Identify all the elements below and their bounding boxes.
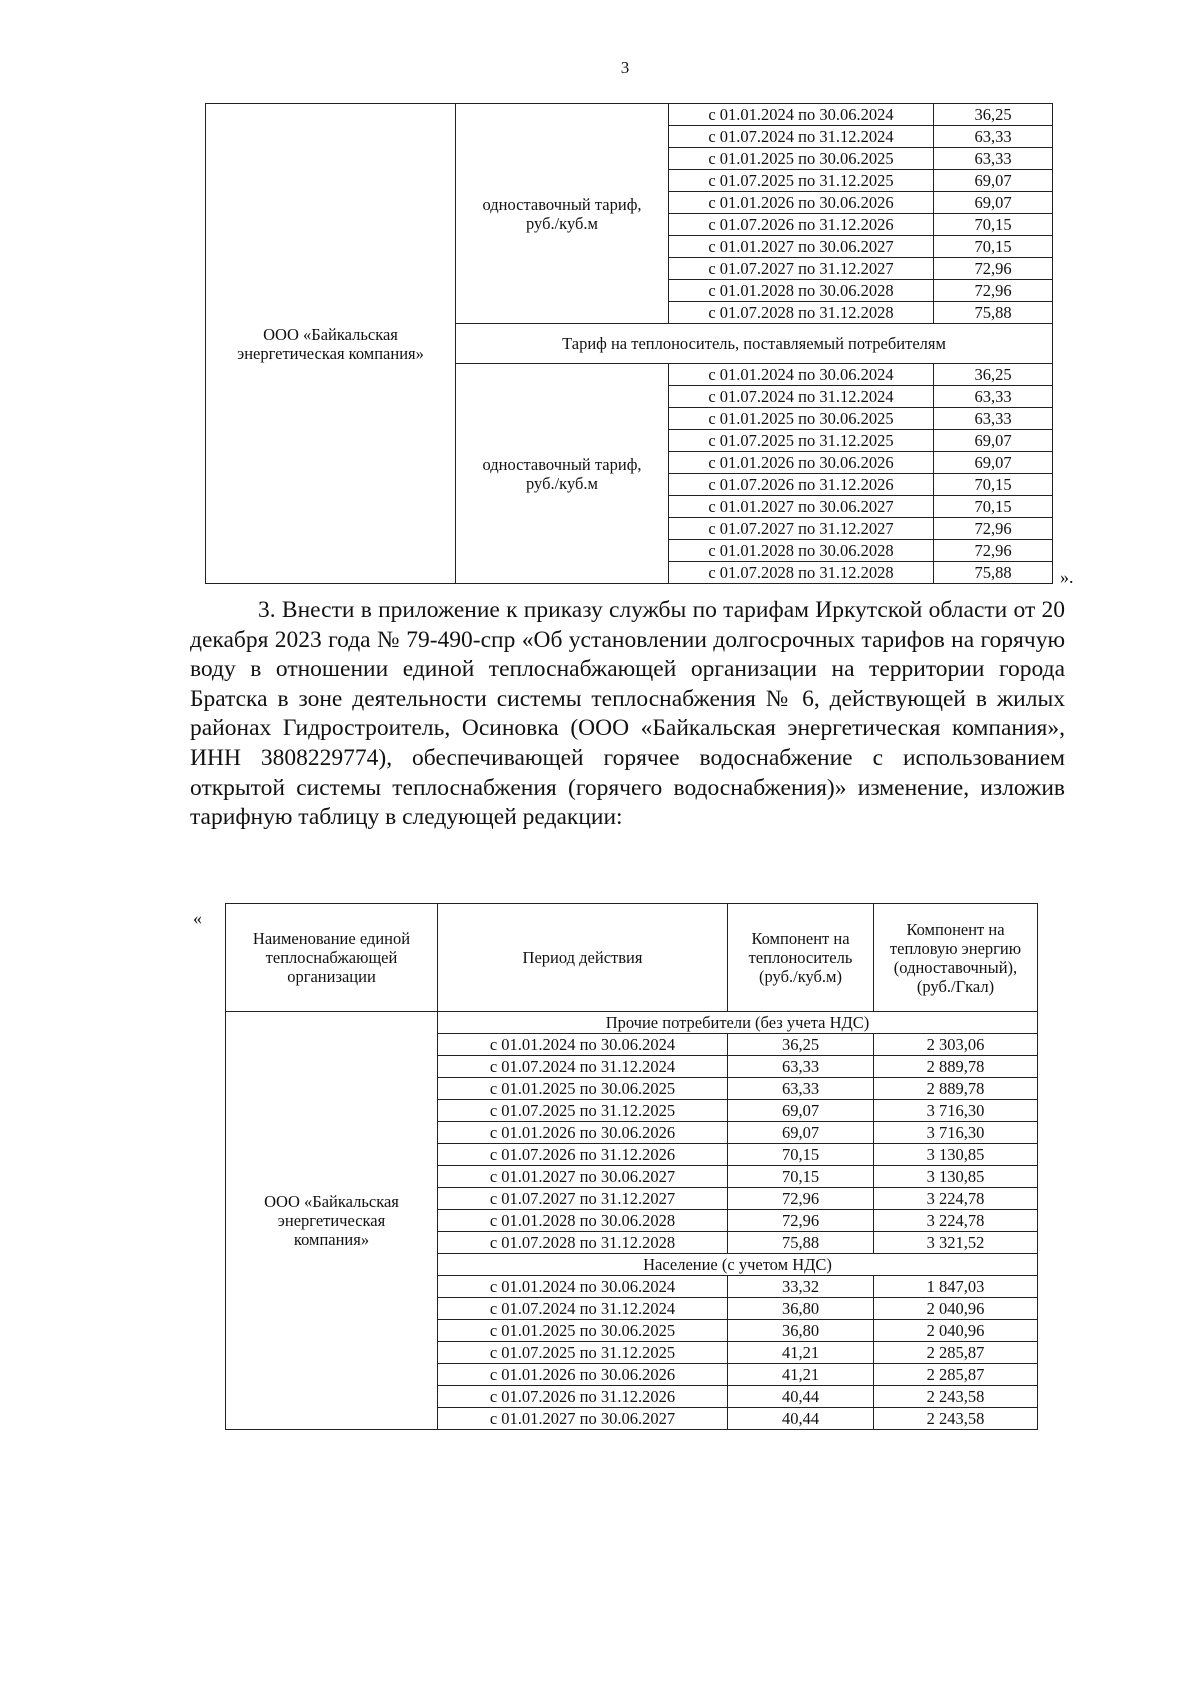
carrier-cell: 69,07 bbox=[728, 1100, 874, 1122]
carrier-cell: 72,96 bbox=[728, 1188, 874, 1210]
period-cell: с 01.07.2025 по 31.12.2025 bbox=[669, 430, 934, 452]
period-cell: с 01.01.2024 по 30.06.2024 bbox=[438, 1276, 728, 1298]
period-cell: с 01.07.2026 по 31.12.2026 bbox=[438, 1144, 728, 1166]
energy-cell: 3 224,78 bbox=[874, 1210, 1038, 1232]
tariff-type-cell: одноставочный тариф, руб./куб.м bbox=[456, 364, 669, 584]
hot-water-tariff-table bbox=[225, 903, 1038, 1430]
period-cell: с 01.07.2028 по 31.12.2028 bbox=[438, 1232, 728, 1254]
period-cell: с 01.07.2025 по 31.12.2025 bbox=[438, 1342, 728, 1364]
paragraph-text: 3. Внести в приложение к приказу службы по тарифам Иркутской области от 20 декабря 2023 года № 79-490-спр «Об установлении долгосрочных тарифов на горячую воду в отношении единой теплоснабжающей организации на территории города Братска в зоне деятельности системы теплоснабжения № 6, действующей в жилых районах Гидростроитель, Осиновка (ООО «Байкальская энергетическая компания», ИНН 3808229774), обеспечивающей горячее водоснабжение с использованием открытой системы теплоснабжения (горячего водоснабжения)» изменение, изложив тарифную таблицу в следующей редакции: bbox=[190, 597, 1065, 831]
energy-cell: 1 847,03 bbox=[874, 1276, 1038, 1298]
period-cell: с 01.01.2025 по 30.06.2025 bbox=[438, 1078, 728, 1100]
value-cell: 72,96 bbox=[934, 540, 1053, 562]
period-cell: с 01.01.2025 по 30.06.2025 bbox=[669, 408, 934, 430]
period-cell: с 01.07.2027 по 31.12.2027 bbox=[669, 518, 934, 540]
carrier-cell: 72,96 bbox=[728, 1210, 874, 1232]
energy-cell: 2 303,06 bbox=[874, 1034, 1038, 1056]
table-row bbox=[206, 104, 1053, 126]
period-cell: с 01.07.2026 по 31.12.2026 bbox=[669, 474, 934, 496]
carrier-cell: 63,33 bbox=[728, 1056, 874, 1078]
value-cell: 70,15 bbox=[934, 474, 1053, 496]
period-cell: с 01.01.2024 по 30.06.2024 bbox=[669, 104, 934, 126]
energy-cell: 2 040,96 bbox=[874, 1320, 1038, 1342]
heat-carrier-tariff-table bbox=[205, 103, 1053, 584]
carrier-cell: 33,32 bbox=[728, 1276, 874, 1298]
energy-cell: 2 285,87 bbox=[874, 1342, 1038, 1364]
value-cell: 69,07 bbox=[934, 170, 1053, 192]
carrier-cell: 36,80 bbox=[728, 1320, 874, 1342]
period-cell: с 01.07.2025 по 31.12.2025 bbox=[669, 170, 934, 192]
header-row bbox=[226, 904, 1038, 1012]
amendment-paragraph bbox=[190, 596, 1065, 833]
header-org: Наименование единой теплоснабжающей организации bbox=[226, 904, 438, 1012]
period-cell: с 01.01.2028 по 30.06.2028 bbox=[669, 540, 934, 562]
period-cell: с 01.01.2026 по 30.06.2026 bbox=[669, 192, 934, 214]
carrier-cell: 41,21 bbox=[728, 1364, 874, 1386]
section-row bbox=[226, 1012, 1038, 1034]
value-cell: 69,07 bbox=[934, 430, 1053, 452]
carrier-cell: 63,33 bbox=[728, 1078, 874, 1100]
period-cell: с 01.07.2028 по 31.12.2028 bbox=[669, 562, 934, 584]
energy-cell: 2 889,78 bbox=[874, 1056, 1038, 1078]
period-cell: с 01.01.2024 по 30.06.2024 bbox=[669, 364, 934, 386]
energy-cell: 3 130,85 bbox=[874, 1166, 1038, 1188]
period-cell: с 01.07.2026 по 31.12.2026 bbox=[438, 1386, 728, 1408]
header-energy: Компонент на тепловую энергию (одноставочный), (руб./Гкал) bbox=[874, 904, 1038, 1012]
carrier-cell: 36,25 bbox=[728, 1034, 874, 1056]
energy-cell: 2 243,58 bbox=[874, 1386, 1038, 1408]
opening-quote: « bbox=[193, 908, 202, 928]
period-cell: с 01.01.2026 по 30.06.2026 bbox=[438, 1122, 728, 1144]
period-cell: с 01.01.2026 по 30.06.2026 bbox=[438, 1364, 728, 1386]
org-name-cell: ООО «Байкальская энергетическая компания» bbox=[226, 1012, 438, 1430]
section-header: Население (с учетом НДС) bbox=[438, 1254, 1038, 1276]
carrier-cell: 36,80 bbox=[728, 1298, 874, 1320]
period-cell: с 01.07.2024 по 31.12.2024 bbox=[438, 1056, 728, 1078]
energy-cell: 3 716,30 bbox=[874, 1100, 1038, 1122]
energy-cell: 3 321,52 bbox=[874, 1232, 1038, 1254]
carrier-cell: 70,15 bbox=[728, 1166, 874, 1188]
value-cell: 72,96 bbox=[934, 518, 1053, 540]
value-cell: 72,96 bbox=[934, 258, 1053, 280]
period-cell: с 01.01.2028 по 30.06.2028 bbox=[669, 280, 934, 302]
value-cell: 69,07 bbox=[934, 192, 1053, 214]
period-cell: с 01.07.2024 по 31.12.2024 bbox=[669, 386, 934, 408]
period-cell: с 01.07.2028 по 31.12.2028 bbox=[669, 302, 934, 324]
period-cell: с 01.07.2027 по 31.12.2027 bbox=[669, 258, 934, 280]
tariff-type-cell: одноставочный тариф, руб./куб.м bbox=[456, 104, 669, 324]
value-cell: 63,33 bbox=[934, 408, 1053, 430]
value-cell: 63,33 bbox=[934, 386, 1053, 408]
energy-cell: 3 224,78 bbox=[874, 1188, 1038, 1210]
period-cell: с 01.07.2024 по 31.12.2024 bbox=[438, 1298, 728, 1320]
value-cell: 70,15 bbox=[934, 236, 1053, 258]
carrier-cell: 69,07 bbox=[728, 1122, 874, 1144]
period-cell: с 01.07.2025 по 31.12.2025 bbox=[438, 1100, 728, 1122]
period-cell: с 01.01.2024 по 30.06.2024 bbox=[438, 1034, 728, 1056]
period-cell: с 01.01.2026 по 30.06.2026 bbox=[669, 452, 934, 474]
value-cell: 70,15 bbox=[934, 214, 1053, 236]
period-cell: с 01.01.2028 по 30.06.2028 bbox=[438, 1210, 728, 1232]
energy-cell: 2 243,58 bbox=[874, 1408, 1038, 1430]
period-cell: с 01.01.2027 по 30.06.2027 bbox=[438, 1166, 728, 1188]
header-period: Период действия bbox=[438, 904, 728, 1012]
value-cell: 63,33 bbox=[934, 126, 1053, 148]
period-cell: с 01.01.2027 по 30.06.2027 bbox=[669, 236, 934, 258]
period-cell: с 01.01.2025 по 30.06.2025 bbox=[669, 148, 934, 170]
section-header: Прочие потребители (без учета НДС) bbox=[438, 1012, 1038, 1034]
value-cell: 69,07 bbox=[934, 452, 1053, 474]
section-header: Тариф на теплоноситель, поставляемый потребителям bbox=[456, 324, 1053, 364]
carrier-cell: 40,44 bbox=[728, 1386, 874, 1408]
value-cell: 72,96 bbox=[934, 280, 1053, 302]
page-number: 3 bbox=[620, 58, 630, 77]
org-name-cell: ООО «Байкальская энергетическая компания» bbox=[206, 104, 456, 584]
value-cell: 36,25 bbox=[934, 104, 1053, 126]
carrier-cell: 40,44 bbox=[728, 1408, 874, 1430]
period-cell: с 01.01.2027 по 30.06.2027 bbox=[438, 1408, 728, 1430]
period-cell: с 01.01.2025 по 30.06.2025 bbox=[438, 1320, 728, 1342]
energy-cell: 3 130,85 bbox=[874, 1144, 1038, 1166]
period-cell: с 01.01.2027 по 30.06.2027 bbox=[669, 496, 934, 518]
value-cell: 36,25 bbox=[934, 364, 1053, 386]
energy-cell: 2 285,87 bbox=[874, 1364, 1038, 1386]
value-cell: 75,88 bbox=[934, 562, 1053, 584]
energy-cell: 3 716,30 bbox=[874, 1122, 1038, 1144]
value-cell: 75,88 bbox=[934, 302, 1053, 324]
energy-cell: 2 040,96 bbox=[874, 1298, 1038, 1320]
carrier-cell: 75,88 bbox=[728, 1232, 874, 1254]
value-cell: 63,33 bbox=[934, 148, 1053, 170]
carrier-cell: 41,21 bbox=[728, 1342, 874, 1364]
period-cell: с 01.07.2024 по 31.12.2024 bbox=[669, 126, 934, 148]
header-carrier: Компонент на теплоноситель (руб./куб.м) bbox=[728, 904, 874, 1012]
value-cell: 70,15 bbox=[934, 496, 1053, 518]
period-cell: с 01.07.2027 по 31.12.2027 bbox=[438, 1188, 728, 1210]
period-cell: с 01.07.2026 по 31.12.2026 bbox=[669, 214, 934, 236]
energy-cell: 2 889,78 bbox=[874, 1078, 1038, 1100]
carrier-cell: 70,15 bbox=[728, 1144, 874, 1166]
closing-quote: ». bbox=[1060, 567, 1074, 587]
